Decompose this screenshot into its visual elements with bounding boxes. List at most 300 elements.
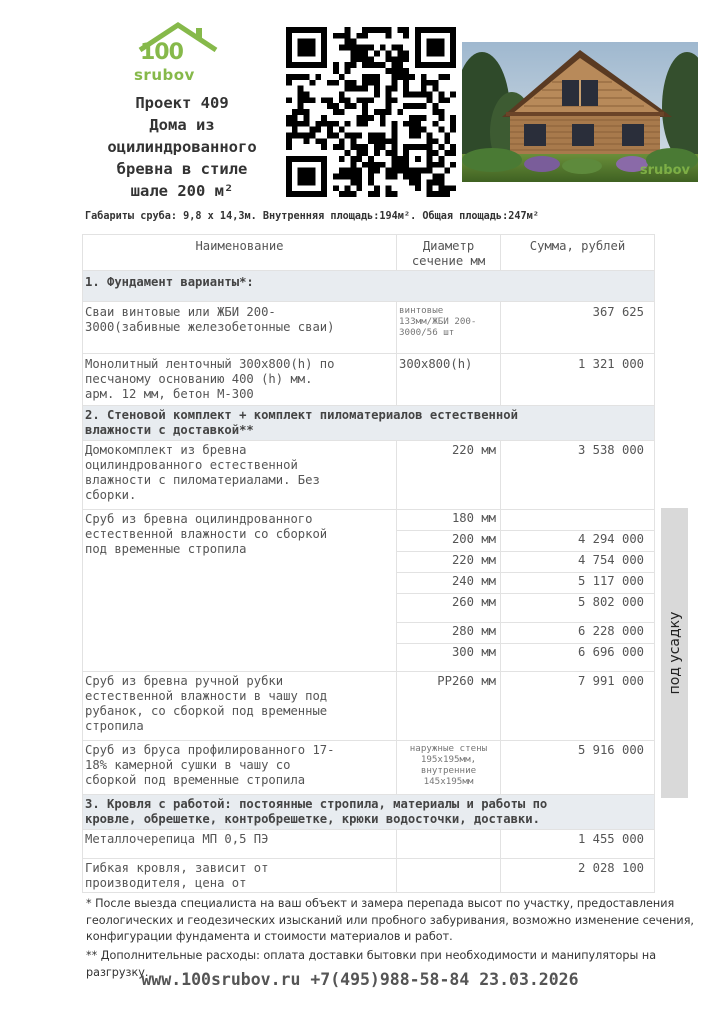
qr-module: [362, 45, 368, 51]
qr-module: [286, 50, 292, 56]
row-diameter: 280 мм: [397, 623, 501, 644]
qr-module: [304, 27, 310, 33]
qr-module: [292, 62, 298, 68]
qr-module: [339, 127, 345, 133]
qr-module: [433, 121, 439, 127]
qr-module: [362, 144, 368, 150]
qr-module: [292, 133, 298, 139]
qr-module: [356, 168, 362, 174]
row-sum: 4 754 000: [501, 552, 655, 573]
qr-module: [403, 68, 409, 74]
qr-module: [286, 62, 292, 68]
qr-module: [304, 50, 310, 56]
qr-module: [362, 33, 368, 39]
qr-module: [309, 80, 315, 86]
qr-module: [421, 168, 427, 174]
qr-module: [298, 74, 304, 80]
qr-module: [374, 150, 380, 156]
row-sum: 4 294 000: [501, 531, 655, 552]
qr-module: [362, 74, 368, 80]
qr-module: [350, 86, 356, 92]
qr-module: [397, 27, 403, 33]
qr-module: [450, 56, 456, 62]
qr-module: [286, 39, 292, 45]
qr-module: [444, 97, 450, 103]
qr-module: [403, 162, 409, 168]
qr-module: [309, 179, 315, 185]
qr-module: [286, 121, 292, 127]
qr-module: [345, 121, 351, 127]
qr-module: [333, 103, 339, 109]
qr-module: [415, 179, 421, 185]
qr-module: [415, 45, 421, 51]
qr-module: [433, 80, 439, 86]
qr-module: [433, 179, 439, 185]
qr-module: [327, 97, 333, 103]
qr-module: [368, 179, 374, 185]
qr-module: [292, 115, 298, 121]
qr-module: [392, 62, 398, 68]
qr-module: [362, 162, 368, 168]
qr-module: [345, 97, 351, 103]
qr-module: [298, 50, 304, 56]
qr-module: [350, 133, 356, 139]
row-diameter: 220 мм: [397, 552, 501, 573]
qr-module: [321, 33, 327, 39]
qr-module: [362, 56, 368, 62]
row-diameter: 200 мм: [397, 531, 501, 552]
qr-module: [350, 138, 356, 144]
qr-module: [438, 62, 444, 68]
qr-module: [304, 179, 310, 185]
row-name: Монолитный ленточный 300х800(h) по песчаному основанию 400 (h) мм. арм. 12 мм, бетон М-300: [83, 354, 397, 406]
qr-module: [362, 97, 368, 103]
qr-module: [333, 174, 339, 180]
header-sum: Сумма, рублей: [501, 235, 655, 271]
qr-module: [450, 162, 456, 168]
qr-module: [392, 56, 398, 62]
qr-module: [450, 91, 456, 97]
qr-module: [433, 109, 439, 115]
qr-module: [368, 80, 374, 86]
qr-module: [427, 162, 433, 168]
qr-module: [286, 56, 292, 62]
qr-module: [298, 174, 304, 180]
qr-module: [327, 103, 333, 109]
qr-module: [321, 97, 327, 103]
logo-name: srubov: [134, 66, 195, 84]
row-diameter: винтовые 133мм/ЖБИ 200- 3000/56 шт: [397, 302, 501, 354]
qr-module: [356, 97, 362, 103]
qr-module: [368, 133, 374, 139]
qr-module: [450, 39, 456, 45]
qr-module: [356, 174, 362, 180]
qr-module: [374, 185, 380, 191]
qr-module: [427, 50, 433, 56]
row-sum: 5 802 000: [501, 594, 655, 623]
qr-module: [315, 62, 321, 68]
qr-module: [409, 74, 415, 80]
qr-module: [392, 156, 398, 162]
qr-module: [286, 74, 292, 80]
qr-module: [374, 168, 380, 174]
house-photo: [462, 42, 698, 182]
qr-code[interactable]: [286, 27, 456, 197]
qr-module: [397, 62, 403, 68]
qr-module: [304, 62, 310, 68]
qr-module: [438, 109, 444, 115]
qr-module: [415, 103, 421, 109]
qr-module: [362, 62, 368, 68]
qr-module: [415, 50, 421, 56]
row-sum: [501, 510, 655, 531]
table-row: [83, 510, 655, 531]
qr-module: [433, 138, 439, 144]
qr-module: [427, 185, 433, 191]
qr-module: [345, 45, 351, 51]
qr-module: [298, 62, 304, 68]
qr-module: [356, 150, 362, 156]
qr-module: [321, 156, 327, 162]
qr-module: [403, 150, 409, 156]
qr-module: [356, 86, 362, 92]
qr-module: [304, 168, 310, 174]
qr-module: [450, 127, 456, 133]
qr-module: [397, 56, 403, 62]
qr-module: [403, 86, 409, 92]
shrinkage-sidebar: [661, 508, 688, 798]
qr-module: [339, 191, 345, 197]
qr-module: [350, 144, 356, 150]
row-name: Домокомплект из бревна оцилиндрованного естественной влажности с пиломатериалами. Без сборки.: [83, 441, 397, 510]
qr-module: [345, 133, 351, 139]
qr-module: [427, 133, 433, 139]
qr-module: [438, 27, 444, 33]
row-sum: 367 625: [501, 302, 655, 354]
qr-module: [374, 62, 380, 68]
qr-module: [321, 138, 327, 144]
qr-module: [368, 174, 374, 180]
qr-module: [350, 45, 356, 51]
qr-module: [421, 27, 427, 33]
qr-module: [397, 68, 403, 74]
qr-module: [345, 80, 351, 86]
qr-module: [304, 39, 310, 45]
qr-module: [380, 121, 386, 127]
qr-module: [438, 115, 444, 121]
qr-module: [403, 56, 409, 62]
qr-module: [415, 133, 421, 139]
qr-module: [403, 74, 409, 80]
qr-module: [321, 27, 327, 33]
row-diameter: 240 мм: [397, 573, 501, 594]
qr-module: [403, 174, 409, 180]
qr-module: [298, 86, 304, 92]
qr-module: [362, 80, 368, 86]
qr-module: [286, 97, 292, 103]
qr-module: [386, 150, 392, 156]
qr-module: [415, 185, 421, 191]
qr-module: [409, 168, 415, 174]
qr-module: [350, 162, 356, 168]
qr-module: [433, 50, 439, 56]
qr-module: [292, 121, 298, 127]
qr-module: [380, 133, 386, 139]
qr-module: [345, 185, 351, 191]
qr-module: [386, 103, 392, 109]
qr-module: [350, 62, 356, 68]
qr-module: [350, 168, 356, 174]
qr-module: [368, 168, 374, 174]
qr-module: [438, 191, 444, 197]
section-roof: [83, 795, 655, 830]
dimensions-text: Габариты сруба: 9,8 х 14,3м. Внутренняя площадь:194м². Общая площадь:247м²: [85, 211, 539, 222]
qr-module: [392, 191, 398, 197]
header-name: Наименование: [83, 235, 397, 271]
qr-module: [286, 191, 292, 197]
qr-module: [415, 168, 421, 174]
qr-module: [450, 185, 456, 191]
row-sum: 2 028 100: [501, 859, 655, 893]
table-row: [83, 859, 655, 893]
qr-module: [380, 138, 386, 144]
qr-module: [427, 45, 433, 51]
qr-module: [309, 191, 315, 197]
qr-module: [427, 138, 433, 144]
row-sum: 5 916 000: [501, 741, 655, 795]
row-sum: 1 321 000: [501, 354, 655, 406]
qr-module: [386, 168, 392, 174]
qr-module: [327, 80, 333, 86]
qr-module: [386, 27, 392, 33]
logo-number: 100: [140, 40, 183, 65]
qr-module: [304, 91, 310, 97]
qr-module: [403, 50, 409, 56]
qr-module: [304, 156, 310, 162]
qr-module: [362, 115, 368, 121]
qr-module: [444, 191, 450, 197]
qr-module: [392, 80, 398, 86]
qr-module: [427, 91, 433, 97]
section-title: 1. Фундамент варианты*:: [83, 271, 655, 302]
qr-module: [309, 127, 315, 133]
table-header-row: [83, 235, 655, 271]
qr-module: [309, 62, 315, 68]
qr-module: [409, 115, 415, 121]
qr-module: [304, 109, 310, 115]
qr-module: [298, 45, 304, 51]
qr-module: [397, 74, 403, 80]
qr-module: [339, 33, 345, 39]
qr-module: [386, 86, 392, 92]
qr-module: [298, 97, 304, 103]
qr-module: [438, 185, 444, 191]
qr-module: [403, 144, 409, 150]
qr-module: [368, 74, 374, 80]
qr-module: [286, 162, 292, 168]
qr-module: [309, 133, 315, 139]
qr-module: [438, 144, 444, 150]
qr-module: [427, 150, 433, 156]
qr-module: [286, 80, 292, 86]
qr-module: [356, 133, 362, 139]
qr-module: [339, 156, 345, 162]
qr-module: [292, 27, 298, 33]
qr-module: [450, 115, 456, 121]
qr-module: [304, 191, 310, 197]
qr-module: [392, 162, 398, 168]
qr-module: [433, 150, 439, 156]
qr-module: [392, 74, 398, 80]
row-sum: 3 538 000: [501, 441, 655, 510]
qr-module: [350, 156, 356, 162]
qr-module: [433, 62, 439, 68]
qr-module: [304, 138, 310, 144]
qr-module: [286, 156, 292, 162]
qr-module: [427, 168, 433, 174]
qr-module: [374, 74, 380, 80]
qr-module: [380, 144, 386, 150]
qr-module: [309, 39, 315, 45]
qr-module: [392, 86, 398, 92]
qr-module: [333, 68, 339, 74]
qr-module: [333, 80, 339, 86]
row-sum: 6 696 000: [501, 644, 655, 672]
qr-module: [286, 174, 292, 180]
qr-module: [438, 50, 444, 56]
qr-module: [333, 144, 339, 150]
qr-module: [298, 109, 304, 115]
qr-module: [427, 27, 433, 33]
qr-module: [368, 191, 374, 197]
qr-module: [421, 91, 427, 97]
qr-module: [392, 174, 398, 180]
qr-module: [397, 45, 403, 51]
qr-module: [386, 138, 392, 144]
qr-module: [345, 27, 351, 33]
section-walls: [83, 406, 655, 441]
qr-module: [421, 62, 427, 68]
qr-module: [286, 185, 292, 191]
qr-module: [345, 191, 351, 197]
qr-module: [315, 156, 321, 162]
section-title: 2. Стеновой комплект + комплект пиломатериалов естественной влажности с доставкой**: [83, 406, 655, 441]
qr-module: [450, 62, 456, 68]
qr-module: [321, 62, 327, 68]
project-title: Проект 409 Дома из оцилиндрованного бревна в стиле шале 200 м²: [107, 94, 257, 200]
qr-module: [356, 115, 362, 121]
qr-module: [392, 97, 398, 103]
qr-module: [444, 150, 450, 156]
qr-module: [444, 133, 450, 139]
qr-module: [356, 179, 362, 185]
qr-module: [374, 80, 380, 86]
qr-module: [362, 27, 368, 33]
qr-module: [298, 179, 304, 185]
qr-module: [450, 27, 456, 33]
qr-module: [345, 168, 351, 174]
qr-module: [403, 80, 409, 86]
qr-module: [438, 156, 444, 162]
qr-module: [450, 33, 456, 39]
qr-module: [421, 80, 427, 86]
qr-module: [380, 162, 386, 168]
qr-module: [386, 174, 392, 180]
qr-module: [409, 174, 415, 180]
qr-module: [380, 27, 386, 33]
qr-module: [374, 133, 380, 139]
qr-module: [292, 127, 298, 133]
row-name: Сруб из бревна оцилиндрованного естественной влажности со сборкой под временные стропила: [83, 510, 397, 672]
qr-module: [380, 62, 386, 68]
qr-module: [415, 127, 421, 133]
qr-module: [309, 156, 315, 162]
row-sum: 7 991 000: [501, 672, 655, 741]
qr-module: [339, 97, 345, 103]
qr-module: [386, 91, 392, 97]
qr-module: [286, 27, 292, 33]
section-foundation: [83, 271, 655, 302]
table-row: [83, 672, 655, 741]
qr-module: [345, 39, 351, 45]
qr-module: [444, 74, 450, 80]
qr-module: [286, 179, 292, 185]
qr-module: [368, 115, 374, 121]
qr-module: [409, 103, 415, 109]
qr-module: [321, 179, 327, 185]
qr-module: [309, 50, 315, 56]
qr-module: [321, 39, 327, 45]
qr-module: [286, 33, 292, 39]
qr-module: [298, 121, 304, 127]
row-sum: 6 228 000: [501, 623, 655, 644]
row-sum: 1 455 000: [501, 830, 655, 859]
qr-module: [350, 191, 356, 197]
qr-module: [333, 121, 339, 127]
qr-module: [433, 162, 439, 168]
qr-module: [356, 156, 362, 162]
qr-module: [345, 62, 351, 68]
qr-module: [368, 45, 374, 51]
footer-contacts[interactable]: www.100srubov.ru +7(495)988-58-84 23.03.2026: [141, 970, 579, 989]
qr-module: [333, 185, 339, 191]
qr-module: [380, 45, 386, 51]
qr-module: [333, 109, 339, 115]
qr-module: [315, 191, 321, 197]
qr-module: [292, 191, 298, 197]
qr-module: [433, 103, 439, 109]
qr-module: [362, 121, 368, 127]
table-row: [83, 354, 655, 406]
qr-module: [362, 109, 368, 115]
qr-module: [345, 33, 351, 39]
qr-module: [304, 121, 310, 127]
row-name: Сваи винтовые или ЖБИ 200- 3000(забивные железобетонные сваи): [83, 302, 397, 354]
qr-module: [321, 162, 327, 168]
qr-module: [321, 45, 327, 51]
qr-module: [392, 127, 398, 133]
qr-module: [433, 45, 439, 51]
qr-module: [315, 121, 321, 127]
qr-module: [427, 179, 433, 185]
qr-module: [345, 174, 351, 180]
qr-module: [339, 168, 345, 174]
qr-module: [339, 74, 345, 80]
qr-module: [415, 27, 421, 33]
qr-module: [309, 45, 315, 51]
qr-module: [433, 174, 439, 180]
row-name: Сруб из бруса профилированного 17- 18% камерной сушки в чашу со сборкой под временные стропила: [83, 741, 397, 795]
